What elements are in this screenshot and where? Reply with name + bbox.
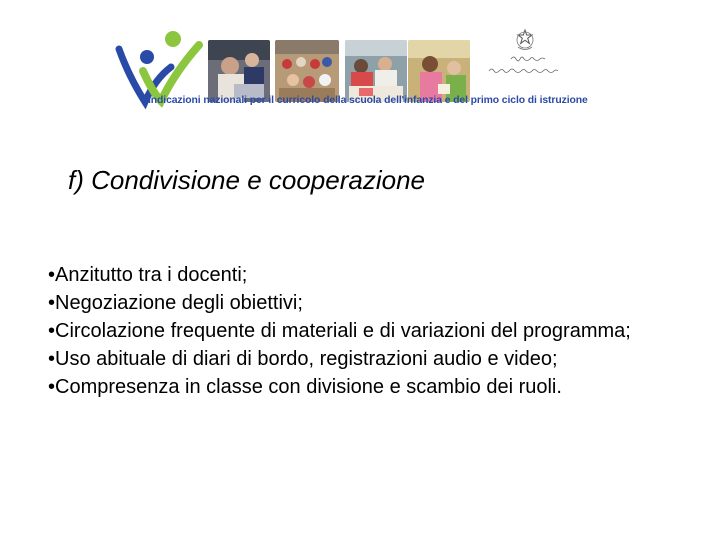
bullet-list <box>48 261 698 401</box>
republic-emblem-icon <box>515 29 535 53</box>
header-banner <box>115 25 588 115</box>
ministry-name-script <box>483 53 575 79</box>
bullet-item: •Negoziazione degli obiettivi; <box>48 292 303 314</box>
bullet-item: •Compresenza in classe con divisione e scambio dei ruoli. <box>48 376 562 398</box>
classroom-photo-4 <box>408 40 470 102</box>
classroom-photo-1 <box>208 40 270 102</box>
slide-title: f) Condivisione e cooperazione <box>68 165 425 195</box>
bullet-item: •Circolazione frequente di materiali e di variazioni del programma; <box>48 320 631 342</box>
classroom-photo-3 <box>345 40 407 102</box>
banner-subtitle: Indicazioni nazionali per il curricolo della scuola dell'infanzia e del primo ciclo di istruzione <box>148 95 588 106</box>
ministry-emblem <box>479 29 575 79</box>
classroom-photo-2 <box>275 40 339 102</box>
bullet-item: •Uso abituale di diari di bordo, registrazioni audio e video; <box>48 348 558 370</box>
bullet-item: •Anzitutto tra i docenti; <box>48 264 248 286</box>
